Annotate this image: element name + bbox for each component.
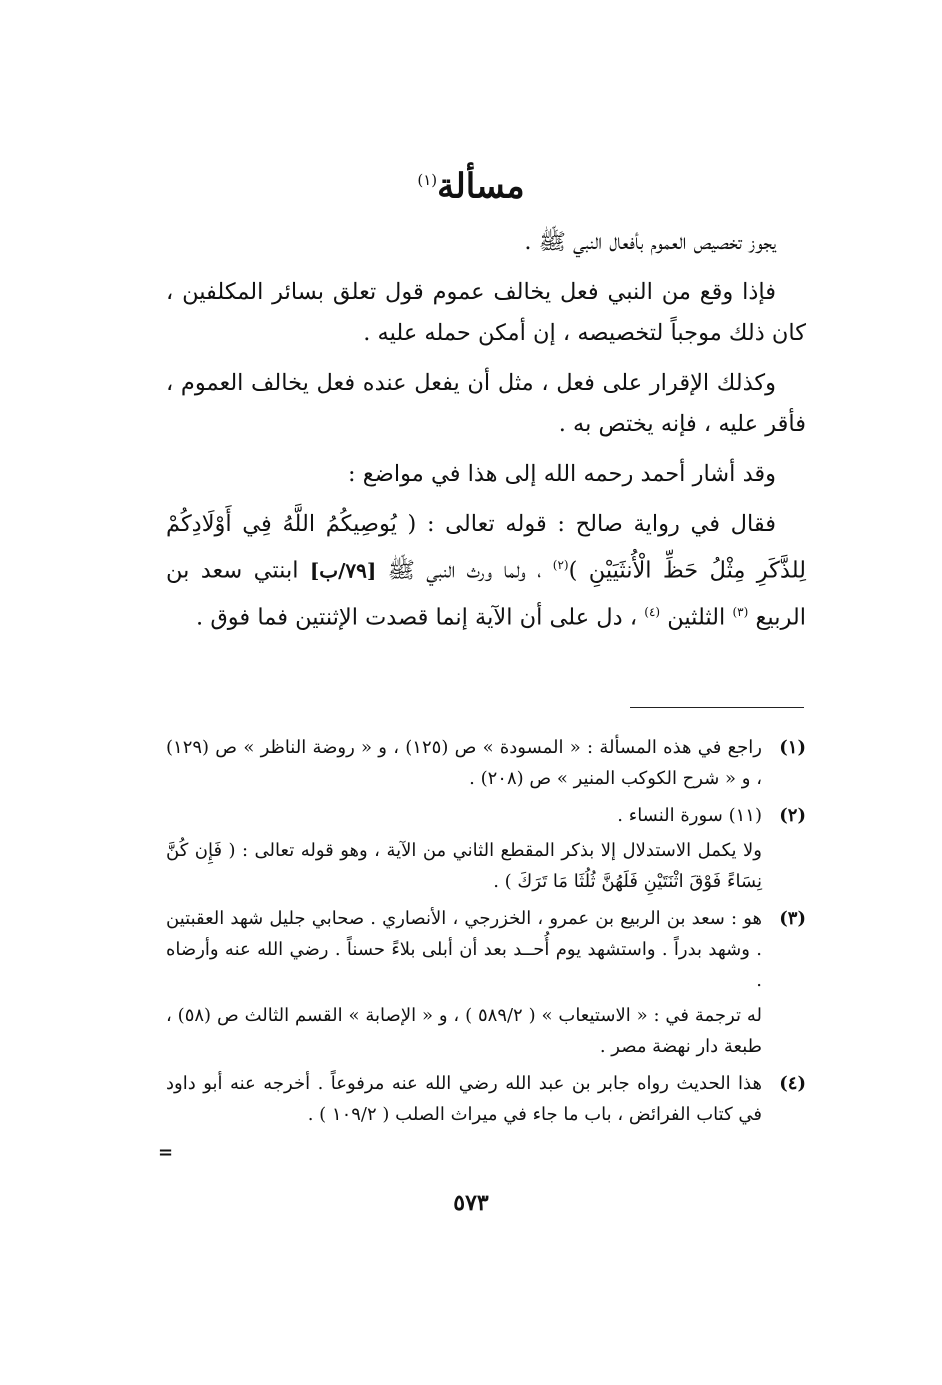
footnote-divider xyxy=(630,707,804,708)
footnote-number: (٣) xyxy=(779,908,806,929)
paragraph: فإذا وقع من النبي فعل يخالف عموم قول تعلق بسائر المكلفين ، كان ذلك موجباً لتخصيصه ، إن أمكن حمله عليه . xyxy=(166,279,806,346)
footnote-ref: (٢) xyxy=(552,558,569,572)
paragraph-segment: ، دل على أن الآية إنما قصدت الإثنتين فما فوق . xyxy=(196,604,638,630)
footnote-number: (٢) xyxy=(779,805,806,826)
footnotes xyxy=(166,732,806,1136)
footnote-body xyxy=(166,732,762,794)
footnote-body xyxy=(166,903,762,1062)
footnote-text: (١١) سورة النساء . xyxy=(617,805,762,826)
paragraph-segment: فقال في رواية صالح : قوله تعالى : ( يُوصِيكُمُ اللَّهُ فِي أَوْلَادِكُمْ لِلذَّكَرِ مِثْلُ حَظِّ الْأُنثَيَيْنِ ) xyxy=(166,511,806,584)
footnote-text: هو : سعد بن الربيع بن عمرو ، الخزرجي ، الأنصاري . صحابي جليل شهد العقبتين . وشهد بدراً . واستشهد يوم أُحــد بعد أن أبلى بلاءً حسناً . رضي الله عنه وأرضاه . xyxy=(166,908,762,991)
paragraph: يجوز تخصيص العموم بأفعال النبي ﷺ . xyxy=(524,229,776,255)
folio-marker: [٧٩/ب] xyxy=(309,558,377,583)
footnote-ref: (٣) xyxy=(732,604,749,619)
section-title-text: مسألة xyxy=(437,166,525,207)
paragraph-segment: الثلثين xyxy=(667,604,726,630)
footnote-text: هذا الحديث رواه جابر بن عبد الله رضي الله عنه مرفوعاً . أخرجه عنه أبو داود في كتاب الفرائض ، باب ما جاء في ميراث الصلب ( ١٠٩/٢ ) . xyxy=(166,1073,762,1125)
footnote-item xyxy=(166,732,806,794)
paragraph: وكذلك الإقرار على فعل ، مثل أن يفعل عنده فعل يخالف العموم ، فأقر عليه ، فإنه يختص به . xyxy=(166,370,806,437)
main-text xyxy=(166,222,806,647)
footnote-text: راجع في هذه المسألة : « المسودة » ص (١٢٥) ، و « روضة الناظر » ص (١٢٩) ، و « شرح الكوكب المنير » ص (٢٠٨) . xyxy=(166,737,762,789)
page-number: ٥٧٣ xyxy=(453,1190,489,1216)
paragraph-segment: ، ولما ورث النبي ﷺ xyxy=(387,557,542,584)
paragraph-quran-citation xyxy=(166,504,806,638)
footnote-number: (١) xyxy=(779,737,806,758)
section-title xyxy=(0,152,942,214)
footnote-number: (٤) xyxy=(779,1073,806,1094)
footnote-item xyxy=(166,903,806,1062)
footnote-text: ولا يكمل الاستدلال إلا بذكر المقطع الثاني من الآية ، وهو قوله تعالى : ( فَإِن كُنَّ نِسَاءً فَوْقَ اثْنَتَيْنِ فَلَهُنَّ ثُلُثَا مَا تَرَكَ ) . xyxy=(166,840,762,892)
continuation-mark: = xyxy=(158,1142,174,1163)
footnote-item xyxy=(166,800,806,897)
section-title-note-ref: (١) xyxy=(417,171,438,189)
footnote-body xyxy=(166,1068,762,1130)
footnote-body xyxy=(166,800,762,897)
footnote-item xyxy=(166,1068,806,1130)
paragraph-segment: ابنتي سعد بن الربيع xyxy=(166,557,806,630)
footnote-ref: (٤) xyxy=(644,604,661,619)
paragraph: وقد أشار أحمد رحمه الله إلى هذا في مواضع : xyxy=(348,461,776,487)
footnote-text: له ترجمة في : « الاستيعاب » ( ٥٨٩/٢ ) ، و « الإصابة » القسم الثالث ص (٥٨) ، طبعة دار نهضة مصر . xyxy=(166,1005,763,1057)
